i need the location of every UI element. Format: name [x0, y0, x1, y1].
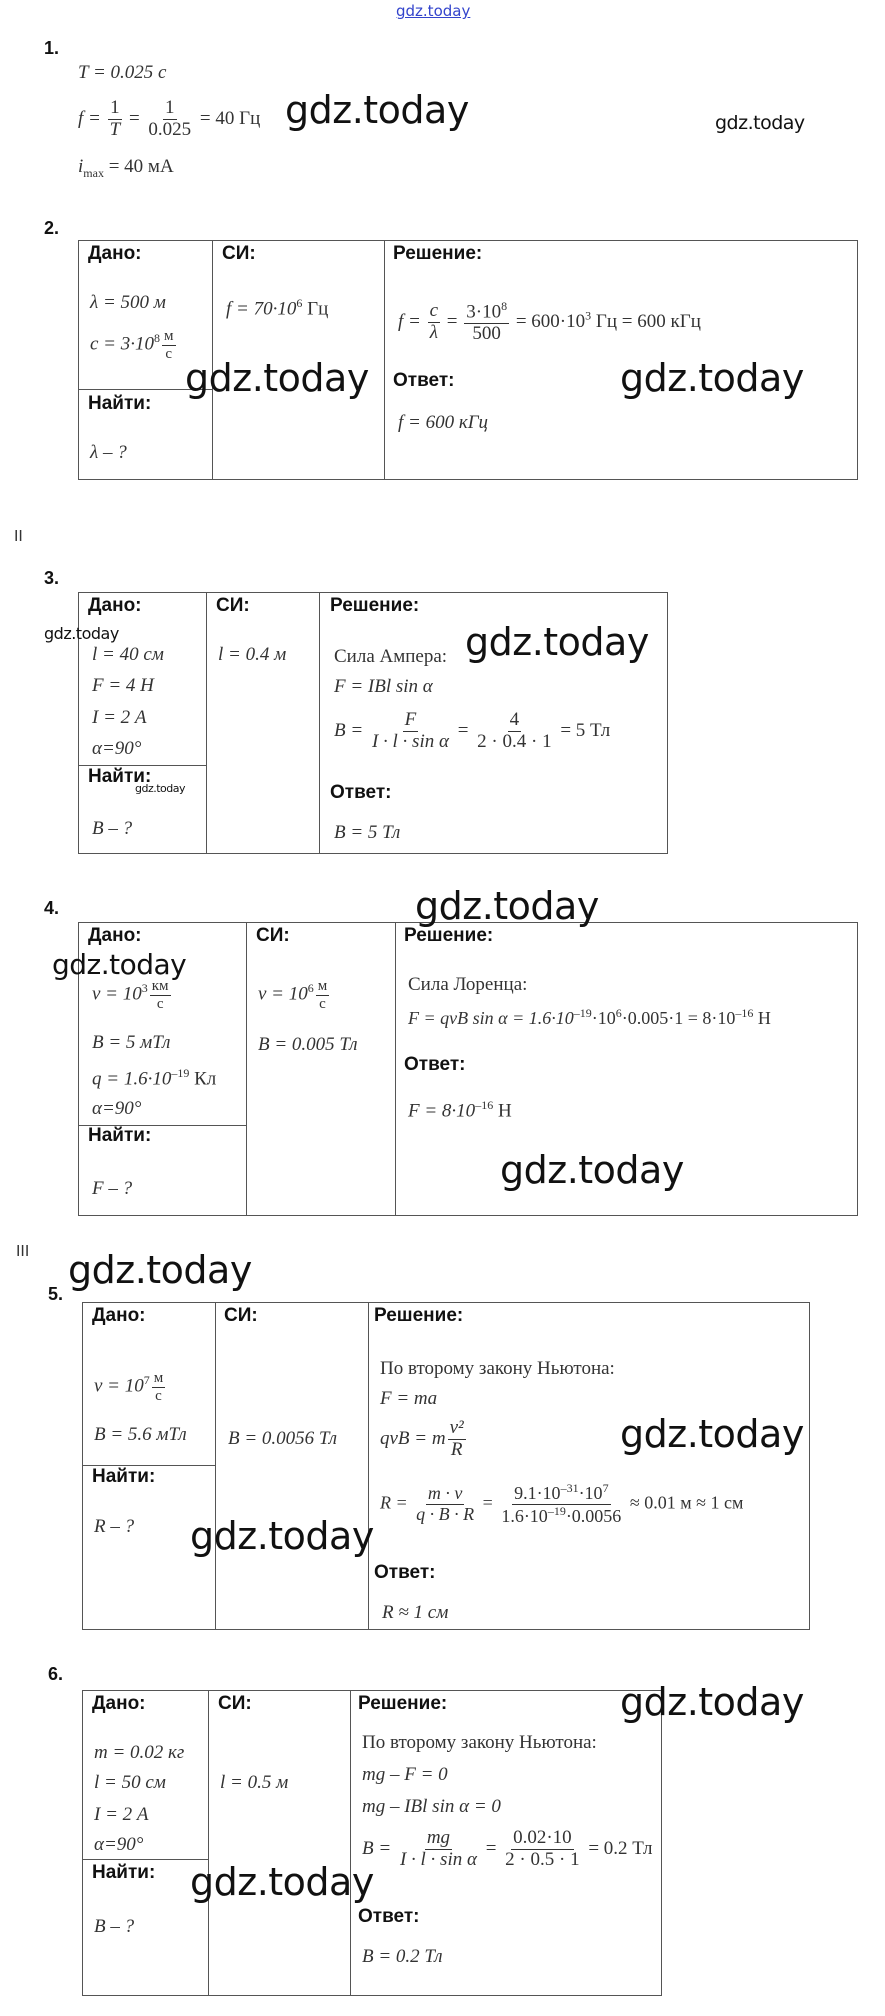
- p4-solution-line-2: F = qvB $\sin \alpha = 1.6\cdot 10^{-19}\cdot 10^6\cdot 0.005\cdot 1 = 8\cdot 10^{-16}$ Н: [408, 1006, 771, 1028]
- p5-given-heading: Дано:: [92, 1305, 146, 1326]
- p2-si-value: $f = 70\cdot 10^6$ Гц: [226, 296, 329, 320]
- watermark: gdz.today: [620, 1412, 804, 1456]
- problem-5-table: [82, 1302, 810, 1630]
- problem-3-number: 3.: [44, 568, 60, 588]
- section-mark-iii: III: [16, 1242, 30, 1260]
- p3-solution-line-1: Сила Ампера:: [334, 646, 448, 667]
- p5-solution-line-1: По второму закону Ньютона:: [380, 1358, 615, 1379]
- p2-find-value: λ – ?: [90, 442, 127, 463]
- p3-given-angle: α=90°: [92, 738, 142, 759]
- p6-answer-value: B = 0.2 Тл: [362, 1946, 443, 1967]
- p3-si-value: l = 0.4 м: [218, 644, 287, 665]
- p3-answer-value: B = 5 Тл: [334, 822, 401, 843]
- p2-given-heading: Дано:: [88, 243, 142, 264]
- p3-solution-heading: Решение:: [330, 595, 420, 616]
- p1-frequency-formula: f = $\frac{1}{T}$ = $\frac{1}{0.025}$ = 40 Гц: [78, 97, 261, 140]
- p2-answer-value: f = 600 кГц: [398, 412, 489, 433]
- p2-si-heading: СИ:: [222, 243, 256, 264]
- p1-current: $i_{max} = 40$ мА: [78, 156, 174, 180]
- p5-solution-line-4: R = $\frac{m \cdot v}{q \cdot B \cdot R}$ = $\frac{9.1\cdot 10^{-31}\cdot 10^7}{1.6\cdot 10^{-19}\cdot 0.0056}$ ≈ 0.01 м ≈ 1 см: [380, 1481, 744, 1526]
- p6-find-heading: Найти:: [92, 1862, 156, 1883]
- p6-given-mass: m = 0.02 кг: [94, 1742, 185, 1763]
- watermark-top[interactable]: gdz.today: [396, 2, 471, 20]
- watermark: gdz.today: [190, 1514, 374, 1558]
- p6-given-heading: Дано:: [92, 1693, 146, 1714]
- problem-1-number: 1.: [44, 38, 60, 58]
- p5-solution-heading: Решение:: [374, 1305, 464, 1326]
- p3-solution-line-2: F = IBl sin α: [334, 676, 433, 697]
- p6-si-value: l = 0.5 м: [220, 1772, 289, 1793]
- watermark: gdz.today: [620, 356, 804, 400]
- p6-solution-line-1: По второму закону Ньютона:: [362, 1732, 597, 1753]
- p6-given-angle: α=90°: [94, 1834, 144, 1855]
- p4-answer-value: $F = 8\cdot 10^{-16}$ Н: [408, 1098, 512, 1122]
- watermark: gdz.today: [44, 624, 119, 643]
- p5-solution-line-2: F = ma: [380, 1388, 438, 1409]
- section-mark-ii: II: [14, 527, 23, 545]
- p5-given-velocity: $v = 10^7$ $\frac{м}{с}$: [94, 1370, 164, 1404]
- watermark: gdz.today: [715, 112, 805, 134]
- problem-4-number: 4.: [44, 898, 60, 918]
- p4-solution-line-1: Сила Лоренца:: [408, 974, 528, 995]
- problem-6-number: 6.: [48, 1664, 64, 1684]
- p5-si-value: B = 0.0056 Тл: [228, 1428, 338, 1449]
- p3-solution-line-3: B = $\frac{F}{\text{I · l · sin α}}$ = $\frac{4}{2 \cdot 0.4 \cdot 1}$ = 5 Тл: [334, 709, 611, 752]
- watermark: gdz.today: [52, 948, 187, 981]
- p4-given-heading: Дано:: [88, 925, 142, 946]
- watermark: gdz.today: [68, 1248, 252, 1292]
- p4-si-field: B = 0.005 Тл: [258, 1034, 358, 1055]
- p4-si-heading: СИ:: [256, 925, 290, 946]
- p5-find-heading: Найти:: [92, 1466, 156, 1487]
- p2-find-heading: Найти:: [88, 393, 152, 414]
- watermark: gdz.today: [185, 356, 369, 400]
- p4-given-velocity: $v = 10^3$ $\frac{км}{с}$: [92, 978, 169, 1012]
- p5-si-heading: СИ:: [224, 1305, 258, 1326]
- p2-answer-heading: Ответ:: [393, 370, 455, 391]
- p2-solution-heading: Решение:: [393, 243, 483, 264]
- p6-given-current: I = 2 А: [94, 1804, 149, 1825]
- p6-answer-heading: Ответ:: [358, 1906, 420, 1927]
- watermark: gdz.today: [190, 1860, 374, 1904]
- p1-period: T = 0.025 c: [78, 62, 167, 83]
- p2-given-wavelength: λ = 500 м: [90, 292, 166, 313]
- p3-find-value: B – ?: [92, 818, 133, 839]
- p6-solution-line-4: B = $\frac{mg}{\text{I · l · sin α}}$ = $\frac{0.02\cdot 10}{2 \cdot 0.5 \cdot 1}$ = 0.2 Тл: [362, 1827, 653, 1870]
- p3-given-current: I = 2 А: [92, 707, 147, 728]
- p4-given-field: B = 5 мТл: [92, 1032, 171, 1053]
- watermark: gdz.today: [465, 620, 649, 664]
- p3-given-heading: Дано:: [88, 595, 142, 616]
- watermark: gdz.today: [415, 884, 599, 928]
- p6-solution-line-2: mg – F = 0: [362, 1764, 448, 1785]
- p3-given-length: l = 40 см: [92, 644, 164, 665]
- p6-solution-heading: Решение:: [358, 1693, 448, 1714]
- watermark: gdz.today: [500, 1148, 684, 1192]
- p3-given-force: F = 4 Н: [92, 675, 154, 696]
- p4-si-velocity: $v = 10^6$ $\frac{м}{с}$: [258, 978, 328, 1012]
- p5-answer-value: R ≈ 1 см: [382, 1602, 449, 1623]
- p6-si-heading: СИ:: [218, 1693, 252, 1714]
- p4-solution-heading: Решение:: [404, 925, 494, 946]
- p6-solution-line-3: mg – IBl sin α = 0: [362, 1796, 501, 1817]
- p2-solution-formula: f = $\frac{c}{\lambda}$ = $\frac{3\cdot 10^8}{500}$ = $600\cdot 10^3$ Гц = 600 кГц: [398, 299, 701, 345]
- p3-si-heading: СИ:: [216, 595, 250, 616]
- p3-find-heading: Найти:: [88, 766, 152, 787]
- p5-find-value: R – ?: [94, 1516, 135, 1537]
- watermark: gdz.today: [620, 1680, 804, 1724]
- p2-given-speed: $c = 3\cdot 10^8$ $\frac{м}{с}$: [90, 328, 174, 362]
- problem-5-number: 5.: [48, 1284, 64, 1304]
- p4-find-heading: Найти:: [88, 1125, 152, 1146]
- p5-given-field: B = 5.6 мТл: [94, 1424, 187, 1445]
- problem-2-number: 2.: [44, 218, 60, 238]
- p4-given-angle: α=90°: [92, 1098, 142, 1119]
- p4-find-value: F – ?: [92, 1178, 133, 1199]
- p4-answer-heading: Ответ:: [404, 1054, 466, 1075]
- p5-answer-heading: Ответ:: [374, 1562, 436, 1583]
- p4-given-charge: $q = 1.6\cdot 10^{-19}$ Кл: [92, 1066, 217, 1090]
- p3-answer-heading: Ответ:: [330, 782, 392, 803]
- watermark: gdz.today: [135, 782, 186, 795]
- p6-find-value: B – ?: [94, 1916, 135, 1937]
- watermark: gdz.today: [285, 88, 469, 132]
- p5-solution-line-3: qvB = m $\frac{\text{v²}}{R}$: [380, 1417, 464, 1460]
- p6-given-length: l = 50 см: [94, 1772, 166, 1793]
